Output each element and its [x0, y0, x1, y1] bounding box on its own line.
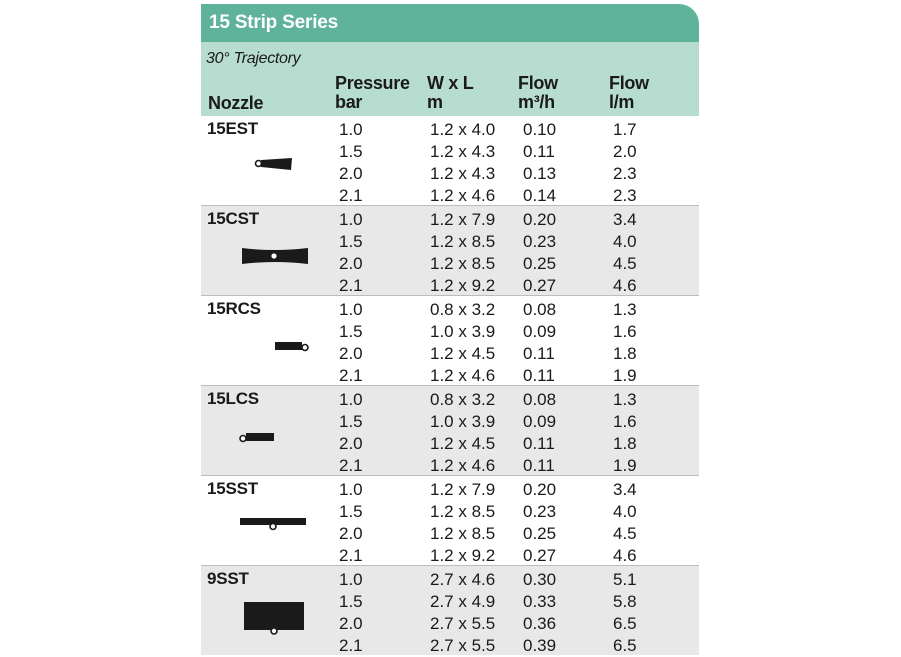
header-pressure	[335, 74, 410, 112]
title-bar	[201, 4, 699, 42]
header-flow-lm-line2: l/m	[609, 92, 635, 112]
flow-lm-cell: 1.8	[613, 344, 637, 363]
pressure-cell: 1.5	[339, 142, 363, 161]
flow-lm-cell: 4.6	[613, 276, 637, 295]
wxl-cell: 1.0 x 3.9	[430, 322, 496, 341]
wxl-cell: 1.2 x 8.5	[430, 254, 496, 273]
table-row	[201, 163, 699, 185]
table-row	[201, 523, 699, 545]
table-row	[201, 141, 699, 163]
flow-m3h-cell: 0.36	[523, 614, 557, 633]
flow-lm-cell: 3.4	[613, 480, 637, 499]
flow-m3h-cell: 0.14	[523, 186, 557, 205]
flow-m3h-cell: 0.10	[523, 120, 557, 139]
pressure-cell: 1.5	[339, 592, 363, 611]
wxl-cell: 1.2 x 4.6	[430, 366, 496, 385]
wxl-cell: 0.8 x 3.2	[430, 390, 496, 409]
nozzle-name: 15EST	[207, 119, 258, 138]
wxl-cell: 1.2 x 7.9	[430, 480, 496, 499]
wxl-cell: 1.2 x 9.2	[430, 546, 496, 565]
flow-lm-cell: 1.7	[613, 120, 637, 139]
table-row	[201, 209, 699, 231]
wxl-cell: 1.2 x 4.6	[430, 186, 496, 205]
wxl-cell: 1.2 x 4.0	[430, 120, 496, 139]
pressure-cell: 1.5	[339, 232, 363, 251]
flow-lm-cell: 3.4	[613, 210, 637, 229]
table-row	[201, 365, 699, 387]
table-row	[201, 299, 699, 321]
pressure-cell: 2.1	[339, 186, 363, 205]
flow-m3h-cell: 0.30	[523, 570, 557, 589]
flow-lm-cell: 1.9	[613, 366, 637, 385]
flow-lm-cell: 6.5	[613, 636, 637, 655]
flow-lm-cell: 2.3	[613, 186, 637, 205]
pressure-cell: 1.0	[339, 390, 363, 409]
header-flow-m3h	[518, 74, 558, 112]
pressure-cell: 2.0	[339, 524, 363, 543]
flow-lm-cell: 4.5	[613, 524, 637, 543]
wxl-cell: 1.2 x 4.3	[430, 142, 496, 161]
nozzle-name: 9SST	[207, 569, 249, 588]
wxl-cell: 1.2 x 4.3	[430, 164, 496, 183]
pressure-cell: 1.5	[339, 412, 363, 431]
table-row	[201, 185, 699, 207]
flow-lm-cell: 6.5	[613, 614, 637, 633]
flow-m3h-cell: 0.27	[523, 546, 557, 565]
table-row	[201, 411, 699, 433]
pressure-cell: 2.1	[339, 276, 363, 295]
flow-lm-cell: 5.8	[613, 592, 637, 611]
table-row	[201, 455, 699, 477]
table-row	[201, 321, 699, 343]
header-wxl	[427, 74, 474, 112]
table-row	[201, 569, 699, 591]
flow-lm-cell: 1.8	[613, 434, 637, 453]
header-flow-m3h-line1: Flow	[518, 73, 558, 93]
flow-m3h-cell: 0.27	[523, 276, 557, 295]
pressure-cell: 2.0	[339, 254, 363, 273]
wxl-cell: 1.2 x 8.5	[430, 524, 496, 543]
table-row	[201, 613, 699, 635]
flow-m3h-cell: 0.33	[523, 592, 557, 611]
flow-m3h-cell: 0.25	[523, 524, 557, 543]
wxl-cell: 1.2 x 4.5	[430, 344, 496, 363]
table-row	[201, 501, 699, 523]
flow-lm-cell: 2.0	[613, 142, 637, 161]
pressure-cell: 2.0	[339, 344, 363, 363]
wxl-cell: 0.8 x 3.2	[430, 300, 496, 319]
flow-m3h-cell: 0.25	[523, 254, 557, 273]
table-row	[201, 389, 699, 411]
header-nozzle: Nozzle	[208, 93, 264, 113]
header-wxl-line1: W x L	[427, 73, 474, 93]
flow-lm-cell: 1.6	[613, 412, 637, 431]
pressure-cell: 1.0	[339, 300, 363, 319]
flow-lm-cell: 4.0	[613, 502, 637, 521]
wxl-cell: 1.2 x 9.2	[430, 276, 496, 295]
flow-m3h-cell: 0.23	[523, 502, 557, 521]
wxl-cell: 1.0 x 3.9	[430, 412, 496, 431]
flow-m3h-cell: 0.13	[523, 164, 557, 183]
pressure-cell: 2.0	[339, 164, 363, 183]
header-wxl-line2: m	[427, 92, 443, 112]
flow-m3h-cell: 0.09	[523, 322, 557, 341]
nozzle-name: 15RCS	[207, 299, 261, 318]
table-header	[201, 42, 699, 116]
wxl-cell: 1.2 x 4.5	[430, 434, 496, 453]
pressure-cell: 1.0	[339, 120, 363, 139]
pressure-cell: 2.0	[339, 614, 363, 633]
flow-m3h-cell: 0.39	[523, 636, 557, 655]
table-row	[201, 343, 699, 365]
pressure-cell: 1.5	[339, 322, 363, 341]
wxl-cell: 2.7 x 4.6	[430, 570, 496, 589]
wxl-cell: 1.2 x 8.5	[430, 502, 496, 521]
flow-lm-cell: 1.6	[613, 322, 637, 341]
pressure-cell: 2.1	[339, 636, 363, 655]
flow-m3h-cell: 0.08	[523, 390, 557, 409]
table-row	[201, 275, 699, 297]
pressure-cell: 1.5	[339, 502, 363, 521]
nozzle-group-15rcs	[201, 295, 699, 385]
pressure-cell: 1.0	[339, 480, 363, 499]
pressure-cell: 2.1	[339, 546, 363, 565]
trajectory-label: 30° Trajectory	[206, 50, 301, 67]
wxl-cell: 1.2 x 4.6	[430, 456, 496, 475]
nozzle-group-15cst	[201, 205, 699, 295]
flow-m3h-cell: 0.11	[523, 456, 555, 475]
table-row	[201, 119, 699, 141]
nozzle-name: 15SST	[207, 479, 258, 498]
flow-m3h-cell: 0.09	[523, 412, 557, 431]
pressure-cell: 1.0	[339, 570, 363, 589]
nozzle-group-15sst	[201, 475, 699, 565]
flow-lm-cell: 4.5	[613, 254, 637, 273]
nozzle-group-15lcs	[201, 385, 699, 475]
flow-lm-cell: 4.6	[613, 546, 637, 565]
flow-m3h-cell: 0.08	[523, 300, 557, 319]
header-flow-lm-line1: Flow	[609, 73, 649, 93]
wxl-cell: 1.2 x 8.5	[430, 232, 496, 251]
flow-lm-cell: 4.0	[613, 232, 637, 251]
pressure-cell: 2.1	[339, 456, 363, 475]
table-row	[201, 253, 699, 275]
flow-m3h-cell: 0.20	[523, 210, 557, 229]
flow-m3h-cell: 0.11	[523, 142, 555, 161]
flow-m3h-cell: 0.11	[523, 366, 555, 385]
flow-lm-cell: 1.9	[613, 456, 637, 475]
nozzle-name: 15CST	[207, 209, 259, 228]
flow-lm-cell: 1.3	[613, 300, 637, 319]
table-title: 15 Strip Series	[209, 12, 339, 33]
flow-m3h-cell: 0.20	[523, 480, 557, 499]
table-row	[201, 545, 699, 567]
strip-series-table	[201, 4, 699, 655]
table-row	[201, 591, 699, 613]
wxl-cell: 2.7 x 4.9	[430, 592, 496, 611]
table-row	[201, 231, 699, 253]
table-row	[201, 635, 699, 657]
wxl-cell: 2.7 x 5.5	[430, 614, 496, 633]
flow-lm-cell: 5.1	[613, 570, 637, 589]
pressure-cell: 2.1	[339, 366, 363, 385]
nozzle-name: 15LCS	[207, 389, 259, 408]
nozzle-group-9sst	[201, 565, 699, 655]
header-flow-m3h-line2: m³/h	[518, 92, 555, 112]
table-row	[201, 479, 699, 501]
flow-lm-cell: 1.3	[613, 390, 637, 409]
pressure-cell: 1.0	[339, 210, 363, 229]
flow-m3h-cell: 0.11	[523, 344, 555, 363]
wxl-cell: 1.2 x 7.9	[430, 210, 496, 229]
header-pressure-line2: bar	[335, 92, 363, 112]
flow-lm-cell: 2.3	[613, 164, 637, 183]
table-row	[201, 433, 699, 455]
header-flow-lm	[609, 74, 649, 112]
flow-m3h-cell: 0.23	[523, 232, 557, 251]
pressure-cell: 2.0	[339, 434, 363, 453]
header-pressure-line1: Pressure	[335, 73, 410, 93]
nozzle-group-15est	[201, 116, 699, 205]
wxl-cell: 2.7 x 5.5	[430, 636, 496, 655]
flow-m3h-cell: 0.11	[523, 434, 555, 453]
